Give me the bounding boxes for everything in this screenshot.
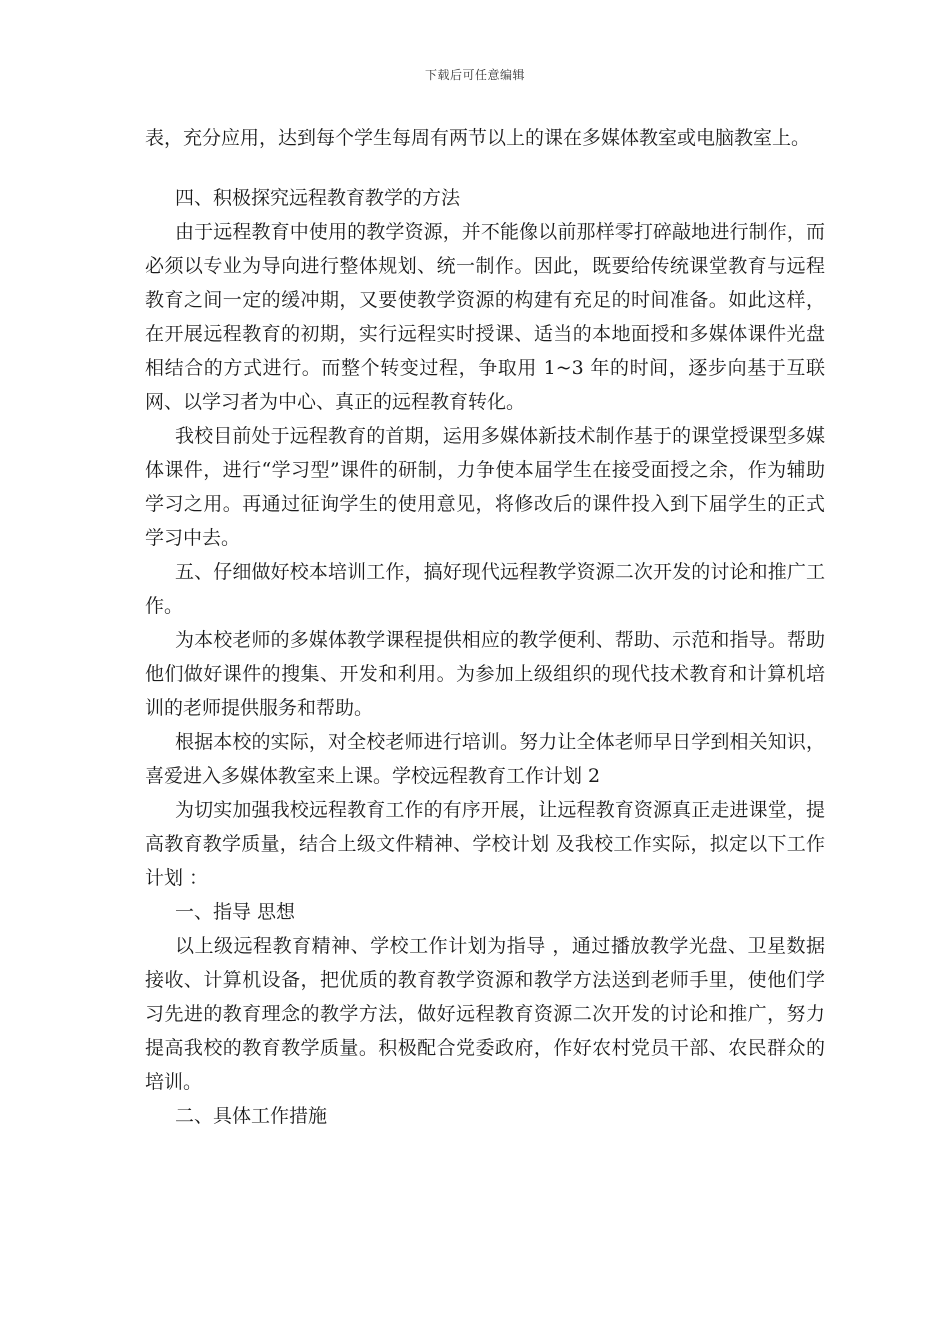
header-note: 下载后可任意编辑	[424, 68, 525, 82]
section-heading-5: 五、仔细做好校本培训工作，搞好现代远程教学资源二次开发的讨论和推广工作。	[145, 561, 825, 617]
paragraph-continuation: 表，充分应用，达到每个学生每周有两节以上的课在多媒体教室或电脑教室上。	[145, 127, 811, 149]
paragraph-body: 为切实加强我校远程教育工作的有序开展，让远程教育资源真正走进课堂，提高教育教学质量，结合上级文件精神、学校计划 及我校工作实际，拟定以下工作计划 ：	[145, 799, 825, 889]
paragraph-body: 为本校老师的多媒体教学课程提供相应的教学便利、帮助、示范和指导。帮助他们做好课件的搜集、开发和利用。为参加上级组织的现代技术教育和计算机培训的老师提供服务和帮助。	[145, 629, 825, 719]
section-heading-4: 四、积极探究远程教育教学的方法	[175, 187, 461, 209]
paragraph-body: 我校目前处于远程教育的首期，运用多媒体新技术制作基于的课堂授课型多媒体课件，进行“学习型”课件的研制，力争使本届学生在接受面授之余，作为辅助学习之用。再通过征询学生的使用意见，将修改后的课件投入到下届学生的正式学习中去。	[145, 425, 825, 549]
document-body	[145, 121, 825, 1133]
section-heading-1: 一、指导 思想	[175, 901, 296, 923]
paragraph-body: 根据本校的实际，对全校老师进行培训。努力让全体老师早日学到相关知识，喜爱进入多媒体教室来上课。学校远程教育工作计划 2	[145, 731, 825, 787]
section-heading-2: 二、具体工作措施	[175, 1105, 328, 1127]
paragraph-body: 以上级远程教育精神、学校工作计划为指导 ，通过播放教学光盘、卫星数据接收、计算机设备，把优质的教育教学资源和教学方法送到老师手里，使他们学习先进的教育理念的教学方法，做好远程教育资源二次开发的讨论和推广，努力提高我校的教育教学质量。积极配合党委政府，作好农村党员干部、农民群众的培训。	[145, 935, 825, 1093]
paragraph-body: 由于远程教育中使用的教学资源，并不能像以前那样零打碎敲地进行制作，而必须以专业为导向进行整体规划、统一制作。因此，既要给传统课堂教育与远程教育之间一定的缓冲期，又要使教学资源的构建有充足的时间准备。如此这样，在开展远程教育的初期，实行远程实时授课、适当的本地面授和多媒体课件光盘相结合的方式进行。而整个转变过程，争取用 1~3 年的时间，逐步向基于互联网、以学习者为中心、真正的远程教育转化。	[145, 221, 825, 413]
